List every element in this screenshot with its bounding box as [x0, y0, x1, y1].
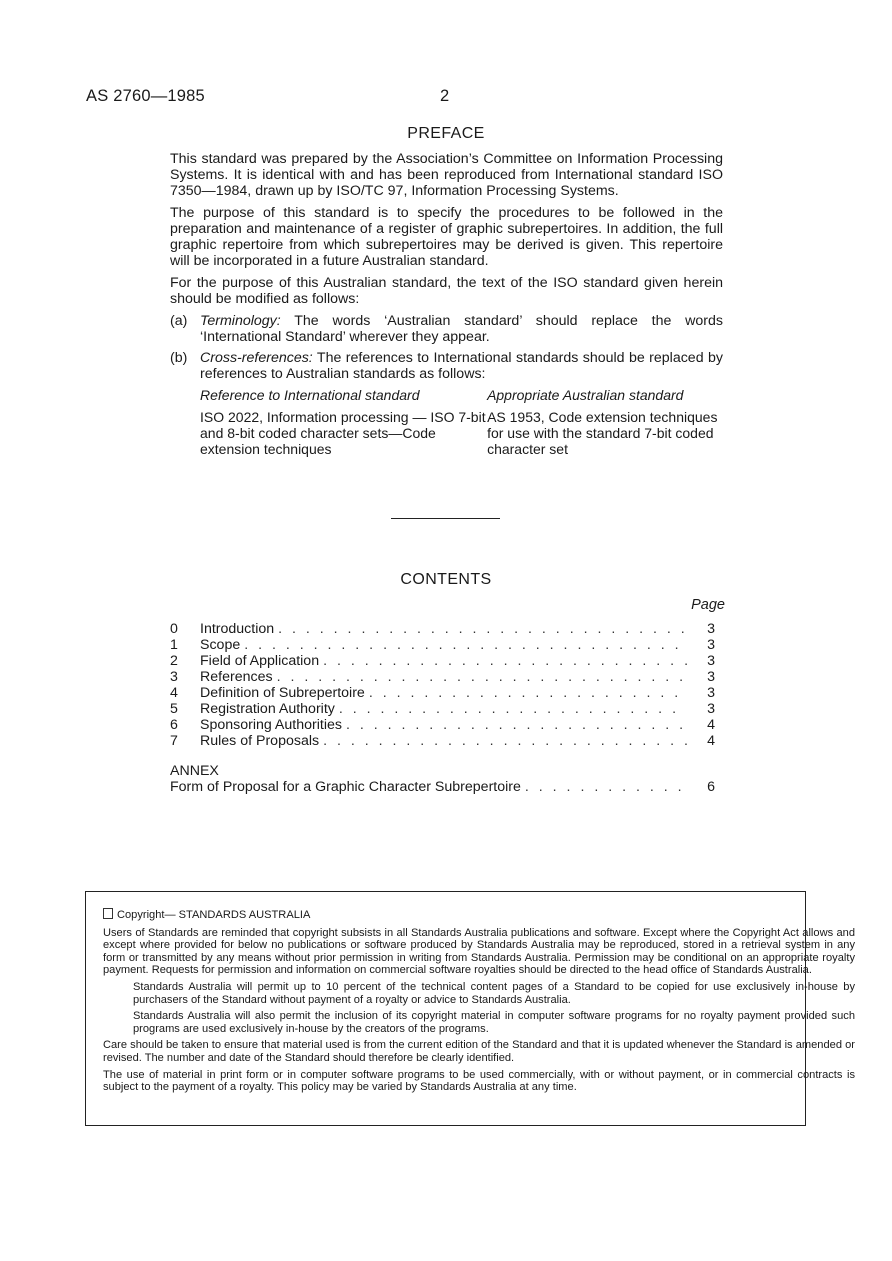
item-label: (b) — [170, 350, 188, 366]
toc-leader-dots — [346, 717, 687, 733]
toc-entry-number: 1 — [170, 637, 178, 653]
toc-entry-number: 7 — [170, 733, 178, 749]
toc-entry[interactable] — [170, 701, 715, 717]
toc-entry-number: 4 — [170, 685, 178, 701]
toc-entry-title: Registration Authority — [200, 701, 335, 717]
preface-paragraph: For the purpose of this Australian standard, the text of the ISO standard given herein should be modified as follows: — [170, 275, 723, 307]
toc-entry-number: 6 — [170, 717, 178, 733]
toc-entry-title: Field of Application — [200, 653, 320, 669]
section-divider — [391, 518, 500, 519]
item-term: Cross-references: — [200, 350, 313, 366]
toc-entry-title: Definition of Subrepertoire — [200, 685, 365, 701]
preface-body — [170, 151, 723, 457]
toc-entry[interactable] — [170, 621, 715, 637]
toc-leader-dots — [278, 621, 687, 637]
reference-table — [200, 387, 723, 457]
toc-entry-title: Sponsoring Authorities — [200, 717, 342, 733]
standard-id: AS 2760—1985 — [86, 87, 205, 105]
toc-entry-page: 3 — [707, 621, 715, 637]
modification-item-a — [170, 313, 723, 345]
contents-title: CONTENTS — [400, 571, 492, 588]
reference-cell: AS 1953, Code extension techniques for use with the standard 7-bit coded character set — [487, 409, 718, 457]
toc-entry-page: 3 — [707, 685, 715, 701]
reference-col-as — [487, 387, 723, 457]
toc-entry-page: 3 — [707, 701, 715, 717]
preface-paragraph: The purpose of this standard is to specify the procedures to be followed in the preparation and maintenance of a register of graphic subrepertoires. In addition, the full graphic repertoire from which subrepertoires may be derived is given. This repertoire will be incorporated in a future Australian standard. — [170, 205, 723, 269]
copyright-paragraph: Care should be taken to ensure that material used is from the current edition of the Standard and that it is updated whenever the Standard is amended or revised. The number and date of the Standard should therefore be clearly identified. — [103, 1039, 855, 1064]
annex-label: ANNEX — [170, 763, 219, 779]
copyright-symbol-icon — [103, 908, 113, 919]
toc-leader-dots — [323, 733, 687, 749]
toc-entry-number: 2 — [170, 653, 178, 669]
reference-col-header: Reference to International standard — [200, 387, 420, 403]
reference-col-header: Appropriate Australian standard — [487, 387, 684, 403]
toc-leader-dots — [244, 637, 687, 653]
copyright-notice — [103, 908, 855, 1098]
toc-entry[interactable] — [170, 637, 715, 653]
item-label: (a) — [170, 313, 188, 329]
toc-leader-dots — [323, 653, 687, 669]
toc-entry-title: Introduction — [200, 621, 275, 637]
item-text: The references to International standards should be replaced by references to Australian standards as follows: — [200, 350, 723, 382]
item-term: Terminology: — [200, 313, 281, 329]
toc-entry-page: 4 — [707, 717, 715, 733]
preface-paragraph: This standard was prepared by the Association’s Committee on Information Processing Systems. It is identical with and has been reproduced from International standard ISO 7350—1984, drawn up by ISO/TC 97, Information Processing Systems. — [170, 151, 723, 199]
toc-entry-number: 5 — [170, 701, 178, 717]
toc-entry[interactable] — [170, 669, 715, 685]
reference-col-iso — [200, 387, 487, 457]
toc-entry-title: Scope — [200, 637, 241, 653]
reference-cell: ISO 2022, Information processing — ISO 7-bit and 8-bit coded character sets—Code extension techniques — [200, 409, 486, 457]
toc-leader-dots — [277, 669, 687, 685]
modification-item-b — [170, 350, 723, 382]
toc-entry[interactable] — [170, 653, 715, 669]
toc-entry[interactable] — [170, 685, 715, 701]
toc-entry-number: 0 — [170, 621, 178, 637]
copyright-paragraph: Standards Australia will also permit the inclusion of its copyright material in computer software programs for no royalty payment provided such programs are used exclusively in-house by the creators of the programs. — [133, 1010, 855, 1035]
copyright-paragraph: Standards Australia will permit up to 10 percent of the technical content pages of a Standard to be copied for use exclusively in-house by purchasers of the Standard without payment of a royalty or advice to Standards Australia. — [133, 980, 855, 1006]
preface-title: PREFACE — [407, 125, 485, 142]
toc-page-header: Page — [691, 597, 725, 613]
toc-entry-page: 3 — [707, 637, 715, 653]
copyright-paragraph: Users of Standards are reminded that copyright subsists in all Standards Australia publications and software. Except where the Copyright Act allows and except where provided for below no publications or software produced by Standards Australia may be reproduced, stored in a retrieval system in any form or transmitted by any means without prior permission in writing from Standards Australia. Permission may be conditional on an appropriate royalty payment. Requests for permission and information on commercial software royalties should be directed to the head office of Standards Australia. — [103, 926, 855, 977]
toc-entry-page: 3 — [707, 653, 715, 669]
toc-entry-title: References — [200, 669, 273, 685]
toc-leader-dots — [525, 779, 687, 795]
toc-entry-title: Form of Proposal for a Graphic Character Subrepertoire — [170, 779, 521, 795]
toc-entry-page: 4 — [707, 733, 715, 749]
toc-entry[interactable] — [170, 733, 715, 749]
toc-entry-page: 3 — [707, 669, 715, 685]
page-number: 2 — [440, 87, 450, 105]
toc-entry[interactable] — [170, 717, 715, 733]
toc-entry-page: 6 — [707, 779, 715, 795]
item-text: The words ‘Australian standard’ should replace the words ‘International Standard’ wherever they appear. — [200, 313, 723, 345]
toc-entry-annex[interactable] — [170, 779, 715, 795]
toc-entry-number: 3 — [170, 669, 178, 685]
copyright-title: Copyright— STANDARDS AUSTRALIA — [103, 908, 855, 922]
toc-leader-dots — [339, 701, 687, 717]
toc-leader-dots — [369, 685, 687, 701]
copyright-paragraph: The use of material in print form or in computer software programs to be used commercially, with or without payment, or in commercial contracts is subject to the payment of a royalty. This policy may be varied by Standards Australia at any time. — [103, 1068, 855, 1094]
table-of-contents — [170, 621, 715, 795]
toc-entry-title: Rules of Proposals — [200, 733, 320, 749]
toc-entries — [170, 621, 715, 749]
